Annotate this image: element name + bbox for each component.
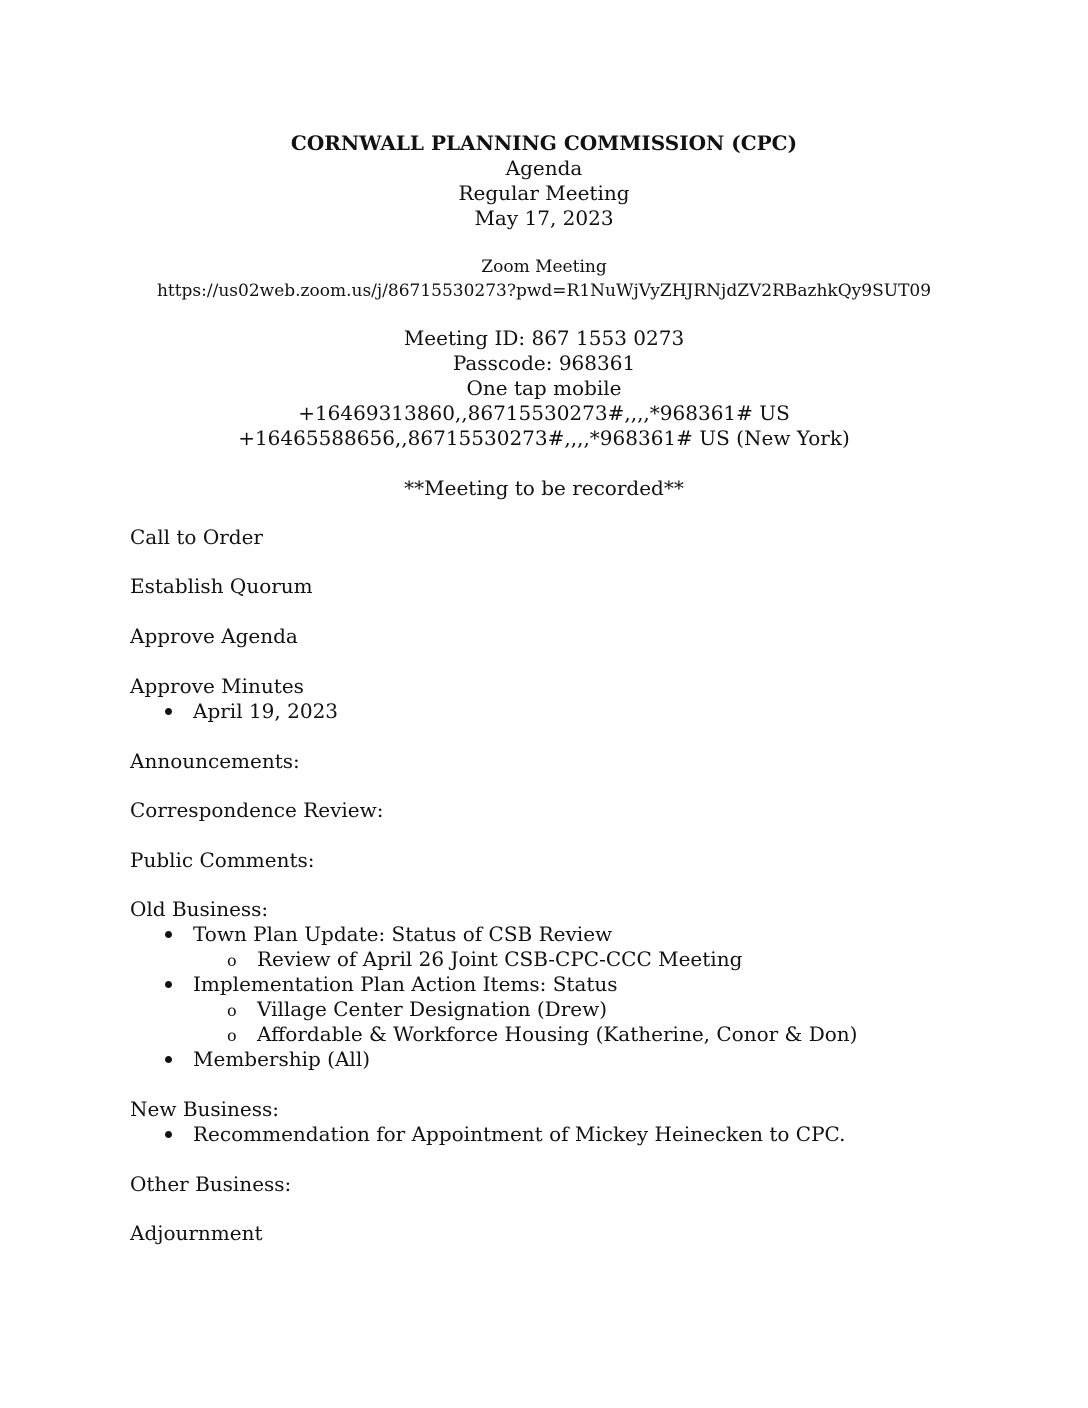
sub-bullet-icon: o	[227, 951, 237, 970]
agenda-item-other-business: Other Business:	[130, 1172, 292, 1196]
old-business-membership: Membership (All)	[193, 1047, 371, 1071]
sub-bullet-icon: o	[227, 1026, 237, 1045]
bullet-icon	[165, 1131, 172, 1138]
agenda-item-call-to-order: Call to Order	[130, 525, 263, 549]
old-business-housing: Affordable & Workforce Housing (Katherine, Conor & Don)	[257, 1022, 858, 1046]
page-title: CORNWALL PLANNING COMMISSION (CPC)	[290, 131, 798, 155]
zoom-url-link[interactable]: https://us02web.zoom.us/j/86715530273?pwd=R1NuWjVyZHJRNjdZV2RBazhkQy9SUT09	[156, 281, 932, 301]
agenda-item-announcements: Announcements:	[130, 749, 300, 773]
agenda-item-establish-quorum: Establish Quorum	[130, 574, 313, 598]
agenda-item-old-business: Old Business:	[130, 897, 269, 921]
bullet-icon	[165, 708, 172, 715]
meeting-id: Meeting ID: 867 1553 0273	[403, 326, 685, 350]
bullet-icon	[165, 981, 172, 988]
bullet-icon	[165, 1056, 172, 1063]
agenda-item-approve-agenda: Approve Agenda	[130, 624, 298, 648]
meeting-type: Regular Meeting	[458, 181, 630, 205]
agenda-item-correspondence: Correspondence Review:	[130, 798, 384, 822]
doc-type: Agenda	[505, 156, 583, 180]
agenda-item-approve-minutes: Approve Minutes	[130, 674, 304, 698]
new-business-appointment: Recommendation for Appointment of Mickey Heinecken to CPC.	[193, 1122, 846, 1146]
agenda-item-new-business: New Business:	[130, 1097, 280, 1121]
sub-bullet-icon: o	[227, 1001, 237, 1020]
zoom-label: Zoom Meeting	[481, 257, 607, 277]
one-tap-label: One tap mobile	[466, 376, 622, 400]
old-business-town-plan-sub: Review of April 26 Joint CSB-CPC-CCC Meeting	[257, 947, 743, 971]
one-tap-number-2: +16465588656,,86715530273#,,,,*968361# US (New York)	[238, 426, 850, 450]
agenda-item-public-comments: Public Comments:	[130, 848, 315, 872]
agenda-item-adjournment: Adjournment	[130, 1221, 263, 1245]
old-business-town-plan: Town Plan Update: Status of CSB Review	[193, 922, 613, 946]
old-business-village-center: Village Center Designation (Drew)	[257, 997, 608, 1021]
recorded-note: **Meeting to be recorded**	[404, 476, 684, 500]
one-tap-number-1: +16469313860,,86715530273#,,,,*968361# US	[298, 401, 790, 425]
minutes-date-item: April 19, 2023	[193, 699, 339, 723]
bullet-icon	[165, 931, 172, 938]
meeting-date: May 17, 2023	[474, 206, 614, 230]
passcode: Passcode: 968361	[452, 351, 636, 375]
old-business-implementation: Implementation Plan Action Items: Status	[193, 972, 618, 996]
